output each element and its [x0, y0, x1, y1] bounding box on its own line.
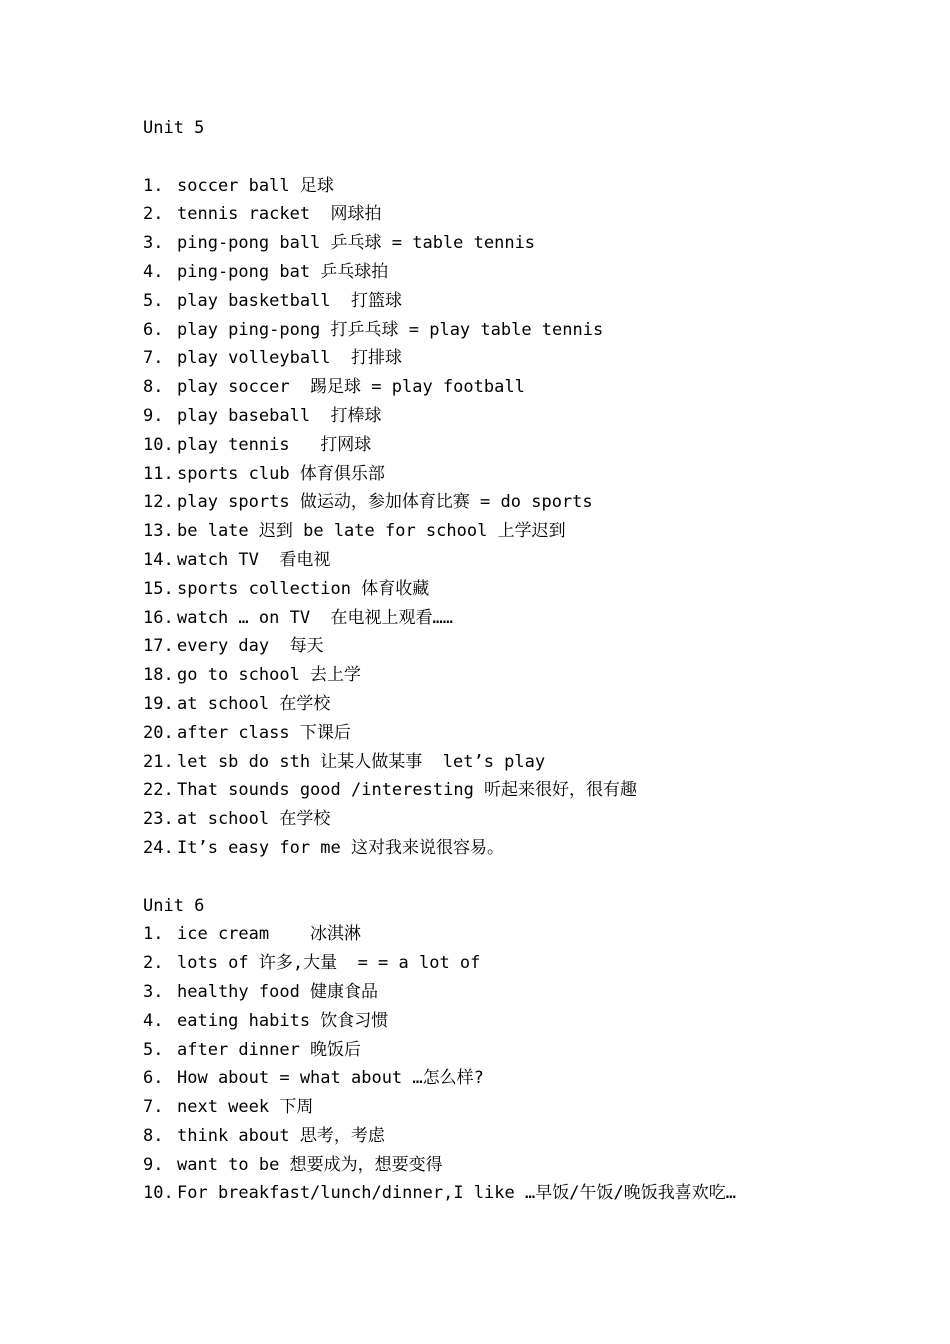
document-page: [143, 114, 923, 1208]
unit6-heading: Unit 6: [143, 895, 205, 916]
item-number: 22.: [143, 780, 174, 801]
item-text: play volleyball 打排球: [177, 348, 402, 369]
item-text: watch … on TV 在电视上观看……: [177, 607, 453, 628]
unit6-vocab-list: [143, 920, 923, 1208]
item-text: think about 思考，考虑: [177, 1125, 385, 1146]
vocab-item: [143, 1036, 923, 1065]
vocab-item: [143, 1007, 923, 1036]
spacer: [143, 143, 923, 172]
vocab-item: [143, 287, 923, 316]
spacer: [143, 863, 923, 892]
item-text: every day 每天: [177, 636, 324, 657]
item-text: For breakfast/lunch/dinner,I like …早饭/午饭/晚饭我喜欢吃…: [177, 1183, 736, 1204]
vocab-item: [143, 316, 923, 345]
item-number: 8.: [143, 1125, 164, 1146]
vocab-item: [143, 661, 923, 690]
item-number: 6.: [143, 1068, 164, 1089]
vocab-item: [143, 373, 923, 402]
vocab-item: [143, 172, 923, 201]
vocab-item: [143, 949, 923, 978]
item-number: 10.: [143, 434, 174, 455]
item-text: let sb do sth 让某人做某事 let’s play: [177, 751, 546, 772]
vocab-item: [143, 1064, 923, 1093]
vocab-item: [143, 460, 923, 489]
item-text: want to be 想要成为，想要变得: [177, 1154, 443, 1175]
vocab-item: [143, 402, 923, 431]
item-text: at school 在学校: [177, 809, 331, 830]
item-text: ping-pong ball 乒乓球 = table tennis: [177, 233, 536, 254]
vocab-item: [143, 229, 923, 258]
vocab-item: [143, 1179, 923, 1208]
item-number: 9.: [143, 405, 164, 426]
vocab-item: [143, 575, 923, 604]
item-number: 21.: [143, 751, 174, 772]
item-text: soccer ball 足球: [177, 175, 334, 196]
item-text: sports club 体育俱乐部: [177, 463, 385, 484]
item-number: 10.: [143, 1183, 174, 1204]
item-number: 14.: [143, 549, 174, 570]
vocab-item: [143, 546, 923, 575]
vocab-item: [143, 920, 923, 949]
item-number: 4.: [143, 1010, 164, 1031]
item-number: 11.: [143, 463, 174, 484]
item-text: ping-pong bat 乒乓球拍: [177, 261, 389, 282]
item-number: 1.: [143, 175, 164, 196]
vocab-item: [143, 1122, 923, 1151]
item-text: play ping-pong 打乒乓球 = play table tennis: [177, 319, 604, 340]
vocab-item: [143, 805, 923, 834]
item-text: That sounds good /interesting 听起来很好，很有趣: [177, 780, 638, 801]
item-text: sports collection 体育收藏: [177, 578, 430, 599]
item-text: healthy food 健康食品: [177, 981, 379, 1002]
item-number: 3.: [143, 981, 164, 1002]
vocab-item: [143, 431, 923, 460]
item-number: 12.: [143, 492, 174, 513]
item-number: 17.: [143, 636, 174, 657]
item-text: How about = what about …怎么样?: [177, 1068, 484, 1089]
vocab-item: [143, 834, 923, 863]
item-text: go to school 去上学: [177, 665, 362, 686]
item-text: after dinner 晚饭后: [177, 1039, 362, 1060]
item-number: 15.: [143, 578, 174, 599]
vocab-item: [143, 344, 923, 373]
item-text: next week 下周: [177, 1097, 314, 1118]
item-text: watch TV 看电视: [177, 549, 331, 570]
item-number: 16.: [143, 607, 174, 628]
item-text: lots of 许多,大量 = = a lot of: [177, 953, 481, 974]
item-text: play basketball 打篮球: [177, 290, 402, 311]
item-text: play soccer 踢足球 = play football: [177, 377, 525, 398]
item-number: 2.: [143, 204, 164, 225]
item-number: 7.: [143, 348, 164, 369]
vocab-item: [143, 776, 923, 805]
vocab-item: [143, 1151, 923, 1180]
item-number: 18.: [143, 665, 174, 686]
vocab-item: [143, 488, 923, 517]
item-text: play baseball 打棒球: [177, 405, 382, 426]
item-number: 8.: [143, 377, 164, 398]
item-number: 4.: [143, 261, 164, 282]
vocab-item: [143, 748, 923, 777]
item-number: 23.: [143, 809, 174, 830]
unit5-heading: Unit 5: [143, 118, 205, 138]
vocab-item: [143, 258, 923, 287]
item-text: be late 迟到 be late for school 上学迟到: [177, 521, 566, 542]
item-text: tennis racket 网球拍: [177, 204, 382, 225]
item-number: 6.: [143, 319, 164, 340]
item-text: after class 下课后: [177, 722, 351, 743]
item-number: 5.: [143, 290, 164, 311]
vocab-item: [143, 200, 923, 229]
item-text: It’s easy for me 这对我来说很容易。: [177, 837, 504, 858]
item-text: eating habits 饮食习惯: [177, 1010, 389, 1031]
vocab-item: [143, 1093, 923, 1122]
vocab-item: [143, 604, 923, 633]
item-text: play sports 做运动，参加体育比赛 = do sports: [177, 492, 593, 513]
item-text: ice cream 冰淇淋: [177, 924, 362, 945]
vocab-item: [143, 632, 923, 661]
vocab-item: [143, 978, 923, 1007]
item-number: 24.: [143, 837, 174, 858]
item-text: at school 在学校: [177, 693, 331, 714]
item-text: play tennis 打网球: [177, 434, 372, 455]
item-number: 1.: [143, 924, 164, 945]
vocab-item: [143, 719, 923, 748]
item-number: 13.: [143, 521, 174, 542]
item-number: 2.: [143, 953, 164, 974]
item-number: 9.: [143, 1154, 164, 1175]
unit5-vocab-list: [143, 172, 923, 863]
item-number: 20.: [143, 722, 174, 743]
vocab-item: [143, 690, 923, 719]
vocab-item: [143, 517, 923, 546]
item-number: 3.: [143, 233, 164, 254]
item-number: 19.: [143, 693, 174, 714]
item-number: 5.: [143, 1039, 164, 1060]
item-number: 7.: [143, 1097, 164, 1118]
